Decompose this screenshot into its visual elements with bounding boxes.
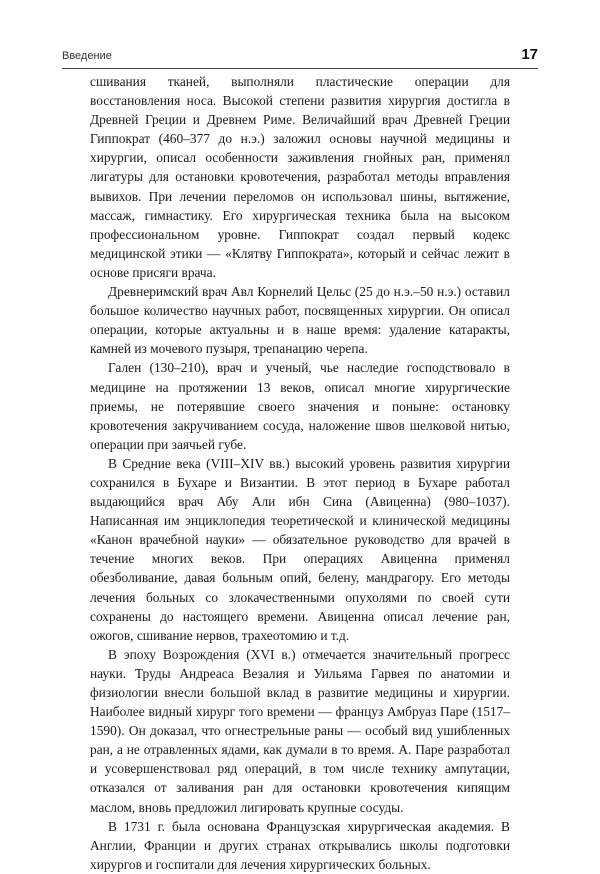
paragraph-continuation: сшивания тканей, выполняли пластические операции для восстановления носа. Высокой степени развития хирургия достигла в Древней Греции и Древнем Риме. Величайший врач Древней Греции Гиппократ (460–377 до н.э.) заложил основы научной медицины и хирургии, описал особенности заживления гнойных ран, применял лигатуры для остановки кровотечения, разработал методы вправления вывихов. При лечении переломов он использовал шины, вытяжение, массаж, гимнастику. Его хирургическая техника была на высоком профессиональном уровне. Гиппократ создал первый кодекс медицинской этики — «Клятву Гиппократа», который и сейчас лежит в основе присяги врача.: [90, 74, 510, 280]
paragraph-celsus: Древнеримский врач Авл Корнелий Цельс (25 до н.э.–50 н.э.) оставил большое количество научных работ, посвященных хирургии. Он описал операции, которые актуальны и в наше время: удаление катаракты, камней из мочевого пузыря, трепанацию черепа.: [90, 284, 510, 357]
paragraph-renaissance: В эпоху Возрождения (XVI в.) отмечается значительный прогресс науки. Труды Андреаса Везалия и Уильяма Гарвея по анатомии и физиологии внесли большой вклад в развитие медицины и хирургии. Наиболее видный хирург того времени — француз Амбруаз Паре (1517–1590). Он доказал, что огнестрельные раны — особый вид ушибленных ран, а не отравленных ядами, как думали в то время. А. Паре разработал и усовершенствовал ряд операций, в том числе технику ампутации, отказался от заливания ран для остановки кровотечения кипящим маслом, вновь предложил лигировать крупные сосуды.: [90, 646, 510, 815]
body-text: [90, 72, 510, 874]
paragraph-academy: В 1731 г. была основана Французская хирургическая академия. В Англии, Франции и других странах открывались школы подготовки хирургов и госпитали для лечения хирургических больных.: [90, 818, 510, 872]
running-head: [62, 46, 538, 66]
section-title: Введение: [62, 50, 112, 62]
paragraph-middle-ages: В Средние века (VIII–XIV вв.) высокий уровень развития хирургии сохранился в Бухаре и Византии. В этот период в Бухаре работал выдающийся врач Абу Али ибн Сина (Авиценна) (980–1037). Написанная им энциклопедия теоретической и клинической медицины «Канон врачебной науки» — обязательное руководство для врачей в течение многих веков. При операциях Авиценна применял обезболивание, давая больным опий, белену, мандрагору. Его методы лечения больных со злокачественными опухолями по своей сути сохранены до настоящего времени. Авиценна описал лечение ран, ожогов, сшивание нервов, трахеотомию и т.д.: [90, 455, 510, 643]
header-divider: [62, 68, 538, 69]
page-number: 17: [521, 46, 538, 63]
paragraph-galen: Гален (130–210), врач и ученый, чье наследие господствовало в медицине на протяжении 13 веков, описал многие хирургические приемы, не потерявшие своего значения и поныне: остановку кровотечения закручиванием сосуда, наложение швов шелковой нитью, операции при заячьей губе.: [90, 360, 510, 452]
